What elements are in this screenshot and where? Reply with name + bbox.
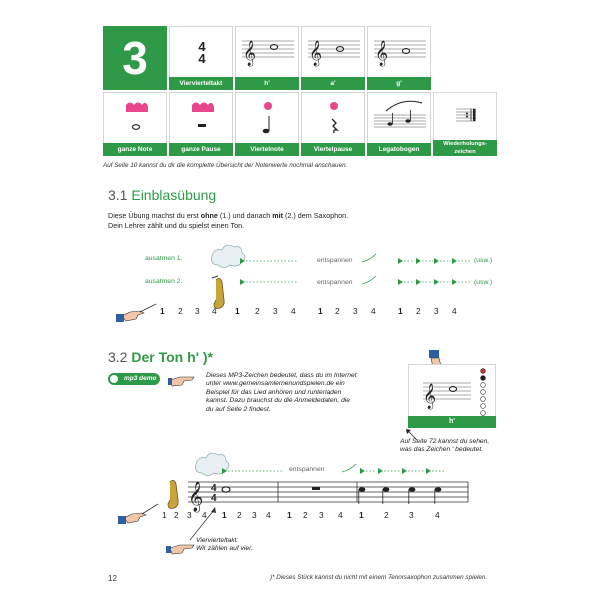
tile-label: Viertelpause [301, 143, 365, 156]
text-line: unter www.gemeinsamlernenundspielen.de ein [206, 380, 345, 388]
beat-count: 3 [195, 306, 200, 316]
intro-emphasis-with: mit [272, 211, 283, 220]
text-line: kannst. Dazu brauchst du die Anmeldedaten, die [206, 397, 350, 405]
section-title: Einblasübung [131, 187, 217, 203]
beat-count: 4 [452, 306, 457, 316]
mp3-demo-label: mp3 demo [124, 375, 157, 382]
beat-count: 1 [287, 510, 292, 520]
tile-label: ganze Pause [169, 143, 233, 156]
page-number: 12 [108, 574, 117, 583]
pointing-hand-icon [166, 545, 194, 554]
beat-arrows [360, 468, 446, 474]
beat-count: 2 [237, 510, 242, 520]
treble-clef-icon: 𝄞 [188, 481, 204, 511]
section-number: 3.2 [108, 349, 128, 365]
text-line: Wir zählen auf vier. [196, 545, 253, 553]
intro-emphasis-without: ohne [200, 211, 218, 220]
overview-note: Auf Seite 10 kannst du dir die komplette Übersicht der Notenwerte nochmal anschauen. [103, 162, 348, 169]
text-line: was das Zeichen ' bedeutet. [400, 446, 484, 454]
text-line: Auf Seite 72 kannst du sehen, [400, 438, 490, 445]
section-title: Der Ton h' )* [131, 349, 213, 365]
time-signature-note [196, 537, 253, 554]
intro-text: (2.) dem Saxophon. [282, 211, 349, 220]
beat-count: 1 [162, 510, 167, 520]
whole-rest [312, 487, 320, 490]
text-line: Dieses MP3-Zeichen bedeutet, dass du im Internet [206, 372, 357, 379]
saxophone-icon [168, 480, 178, 508]
tile-label-line2: zeichen [454, 148, 476, 155]
svg-text:𝄞: 𝄞 [309, 40, 323, 65]
beat-count: 2 [174, 510, 179, 520]
relax-label-2: entspannen [317, 279, 353, 286]
pointing-hand-icon [118, 504, 158, 524]
note-h-label: h' [408, 416, 496, 428]
beat-count: 4 [212, 306, 217, 316]
intro-text: (1.) und danach [217, 211, 273, 220]
intro-text: Dein Lehrer zählt und du spielst einen Ton. [108, 221, 245, 230]
tile-label: h' [235, 77, 299, 90]
beat-count: 1 [359, 510, 364, 520]
relax-label: entspannen [289, 466, 325, 473]
time-sig-bottom: 4 [211, 493, 217, 504]
svg-text:𝄞: 𝄞 [423, 383, 437, 408]
beat-count: 4 [202, 510, 207, 520]
text-line: du auf Seite 2 findest. [206, 405, 271, 413]
section-number: 3.1 [108, 187, 128, 203]
quarter-notes [359, 487, 442, 504]
beat-count: 3 [353, 306, 358, 316]
time-sig-top: 4 [211, 483, 217, 494]
beat-count: 3 [319, 510, 324, 520]
beat-count: 3 [273, 306, 278, 316]
beat-count: 4 [338, 510, 343, 520]
beat-count: 2 [416, 306, 421, 316]
time-sig-bottom: 4 [198, 51, 206, 66]
relax-label-1: entspannen [317, 257, 353, 264]
beat-count: 3 [409, 510, 414, 520]
etc-label-1: (usw.) [474, 257, 493, 264]
beat-count: 2 [255, 306, 260, 316]
beat-count: 2 [384, 510, 389, 520]
beat-count: 4 [435, 510, 440, 520]
tile-label: ganze Note [103, 143, 167, 156]
beat-count: 3 [434, 306, 439, 316]
beat-count: 3 [187, 510, 192, 520]
beat-count: 4 [371, 306, 376, 316]
svg-text:𝄞: 𝄞 [375, 40, 389, 65]
beat-count: 2 [335, 306, 340, 316]
tile-label: Legatobogen [367, 143, 431, 156]
tile-label: g' [367, 77, 431, 90]
beat-count: 1 [318, 306, 323, 316]
tile-label-line1: Wiederholungs- [443, 141, 487, 147]
staff-lines [188, 482, 468, 502]
intro-text: Diese Übung machst du erst [108, 211, 201, 220]
relax-curve-icon [342, 464, 356, 472]
svg-text:𝄞: 𝄞 [243, 40, 257, 65]
beat-count: 3 [252, 510, 257, 520]
beat-count: 1 [235, 306, 240, 316]
tile-label: Viertelnote [235, 143, 299, 156]
chapter-number: 3 [103, 26, 167, 90]
beat-count: 1 [160, 306, 165, 316]
text-line: Beispiel für das Lied anhören und runterladen [206, 388, 342, 396]
whole-note [222, 487, 230, 492]
beat-count: 4 [266, 510, 271, 520]
footer-note: )* Dieses Stück kannst du nicht mit einem Tenorsaxophon zusammen spielen. [270, 574, 488, 581]
beat-count: 2 [178, 306, 183, 316]
time-sig-top: 4 [198, 39, 206, 54]
tile-label: Viervierteltakt [169, 77, 233, 90]
beat-count: 1 [398, 306, 403, 316]
exhale-label-2: ausatmen 2. [145, 278, 183, 285]
beat-count: 4 [291, 306, 296, 316]
exhale-label-1: ausatmen 1. [145, 255, 183, 262]
exhale-arrow [222, 468, 282, 474]
tile-label: a' [301, 77, 365, 90]
beat-count: 1 [222, 510, 227, 520]
etc-label-2: (usw.) [474, 279, 493, 286]
text-line: Viervierteltakt: [196, 537, 239, 544]
beat-count: 2 [303, 510, 308, 520]
